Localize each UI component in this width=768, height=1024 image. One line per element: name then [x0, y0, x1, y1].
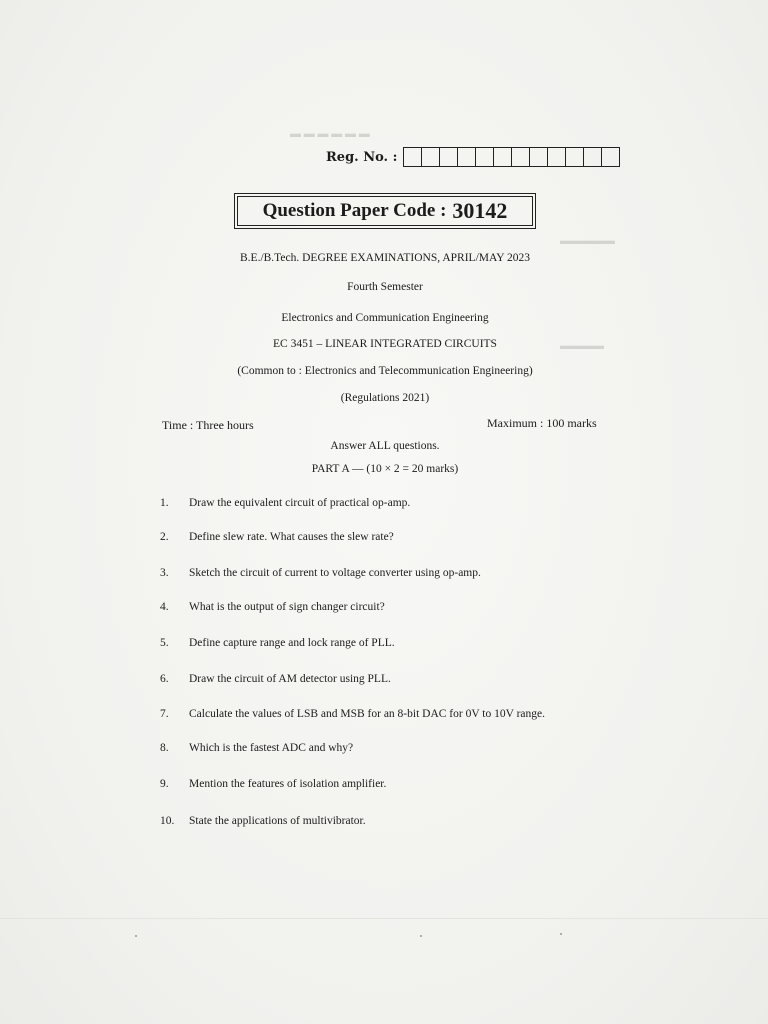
qpc-number: 30142	[452, 198, 508, 223]
question-number: 7.	[160, 708, 169, 720]
reg-no-box	[404, 148, 422, 166]
reg-no-box	[458, 148, 476, 166]
bleed-through: ▬▬▬▬	[560, 340, 604, 352]
reg-no-box	[422, 148, 440, 166]
question-item	[160, 778, 386, 790]
reg-no-box	[530, 148, 548, 166]
semester: Fourth Semester	[347, 281, 423, 293]
reg-no-box	[548, 148, 566, 166]
question-text: Calculate the values of LSB and MSB for an 8-bit DAC for 0V to 10V range.	[189, 708, 546, 720]
question-text: Mention the features of isolation amplifier.	[189, 778, 387, 790]
question-text: Define slew rate. What causes the slew rate?	[189, 531, 394, 543]
reg-no-box	[584, 148, 602, 166]
bleed-through: ▬ ▬ ▬ ▬ ▬ ▬	[290, 128, 370, 140]
question-item	[160, 497, 410, 509]
question-item	[160, 637, 395, 649]
question-paper-code-box	[237, 196, 533, 226]
question-item	[160, 708, 545, 720]
instruction: Answer ALL questions.	[330, 440, 440, 452]
reg-no-boxes	[403, 147, 620, 167]
question-item	[160, 742, 353, 754]
question-text: State the applications of multivibrator.	[189, 815, 366, 827]
scan-speck	[135, 935, 137, 937]
department: Electronics and Communication Engineering	[281, 312, 489, 324]
reg-no-label: Reg. No. :	[326, 149, 398, 165]
regulations: (Regulations 2021)	[340, 392, 430, 404]
question-item	[160, 531, 394, 543]
question-number: 8.	[160, 742, 169, 754]
reg-no-box	[476, 148, 494, 166]
question-number: 5.	[160, 637, 169, 649]
bleed-through: ▬▬▬▬▬	[560, 235, 615, 247]
question-text: Sketch the circuit of current to voltage converter using op-amp.	[189, 567, 481, 579]
exam-title: B.E./B.Tech. DEGREE EXAMINATIONS, APRIL/MAY 2023	[240, 252, 530, 264]
question-number: 10.	[160, 815, 175, 827]
reg-no-box	[512, 148, 530, 166]
question-number: 6.	[160, 673, 169, 685]
subject: EC 3451 – LINEAR INTEGRATED CIRCUITS	[273, 338, 497, 350]
reg-no-field	[326, 147, 620, 167]
question-item	[160, 601, 385, 613]
reg-no-box	[494, 148, 512, 166]
question-number: 2.	[160, 531, 169, 543]
reg-no-box	[566, 148, 584, 166]
qpc-label: Question Paper Code :	[262, 200, 447, 221]
maximum-marks: Maximum : 100 marks	[487, 416, 597, 430]
question-item	[160, 673, 391, 685]
question-number: 4.	[160, 601, 169, 613]
question-text: Draw the circuit of AM detector using PLL.	[189, 673, 391, 685]
time-allowed: Time : Three hours	[162, 418, 254, 432]
question-text: Draw the equivalent circuit of practical op-amp.	[189, 497, 411, 509]
scan-speck	[420, 935, 422, 937]
question-text: Which is the fastest ADC and why?	[189, 742, 354, 754]
part-a-heading: PART A — (10 × 2 = 20 marks)	[311, 463, 459, 475]
question-number: 3.	[160, 567, 169, 579]
question-item	[160, 567, 481, 579]
question-text: Define capture range and lock range of PLL.	[189, 637, 395, 649]
reg-no-box	[440, 148, 458, 166]
common-to: (Common to : Electronics and Telecommunication Engineering)	[237, 365, 533, 377]
question-text: What is the output of sign changer circuit?	[189, 601, 385, 613]
question-number: 1.	[160, 497, 169, 509]
divider	[0, 918, 768, 919]
question-number: 9.	[160, 778, 169, 790]
reg-no-box	[602, 148, 619, 166]
scan-speck	[560, 933, 562, 935]
question-item	[160, 815, 366, 827]
